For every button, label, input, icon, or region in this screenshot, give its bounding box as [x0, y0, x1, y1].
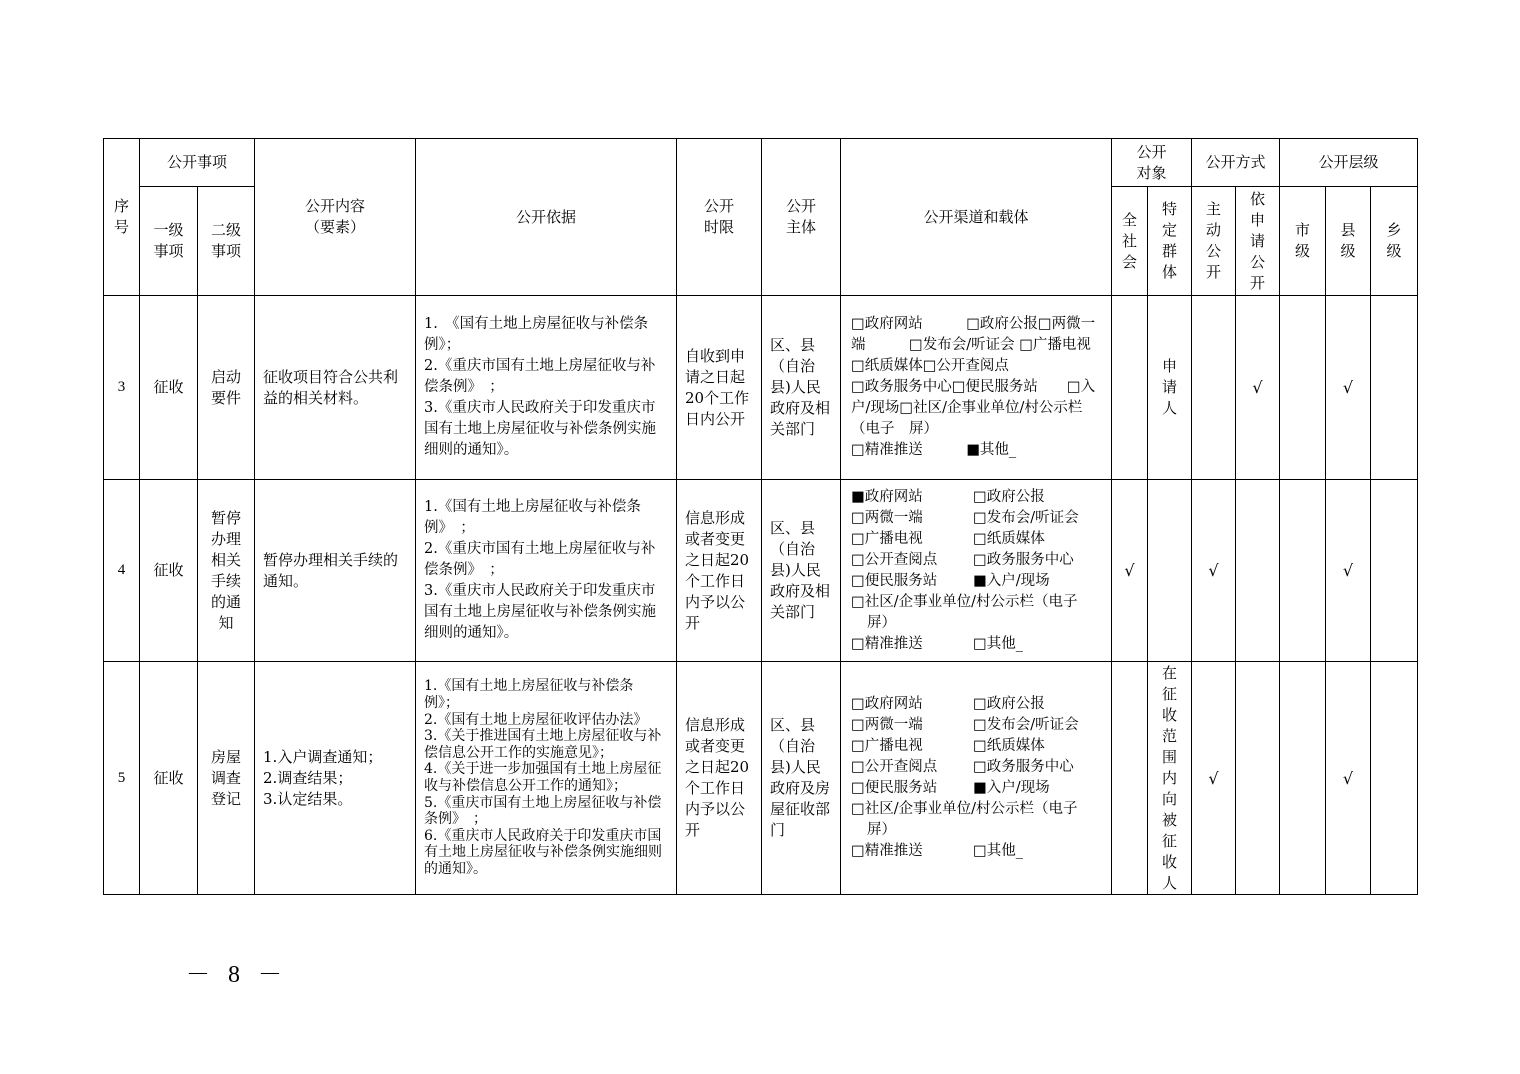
header-channels: 公开渠道和载体 [841, 139, 1112, 296]
row-basis: 1.《国有土地上房屋征收与补偿条例》 ； 2.《重庆市国有土地上房屋征收与补偿条例》 ； 3.《重庆市人民政府关于印发重庆市国有土地上房屋征收与补偿条例实施细则的通知》。 [416, 480, 677, 662]
header-method-active: 主动公开 [1192, 187, 1236, 296]
row-method-apply [1236, 662, 1280, 895]
row-time-limit: 自收到申请之日起20个工作日内公开 [677, 296, 762, 480]
table-row [104, 662, 1418, 895]
row-level1: 征收 [140, 296, 198, 480]
header-target-group: 公开对象 [1112, 139, 1192, 187]
row-method-active: √ [1192, 662, 1236, 895]
header-level-county: 县级 [1326, 187, 1371, 296]
header-basis: 公开依据 [416, 139, 677, 296]
header-level1: 一级事项 [140, 187, 198, 296]
header-target-all: 全社会 [1112, 187, 1148, 296]
row-basis: 1. 《国有土地上房屋征收与补偿条例》； 2.《重庆市国有土地上房屋征收与补偿条例》 ； 3.《重庆市人民政府关于印发重庆市国有土地上房屋征收与补偿条例实施细则的通知》。 [416, 296, 677, 480]
row-target-all [1112, 662, 1148, 895]
row-basis: 1.《国有土地上房屋征收与补偿条例》； 2.《国有土地上房屋征收评估办法》 3.《关于推进国有土地上房屋征收与补偿信息公开工作的实施意见》； 4.《关于进一步加强国有土地上房屋征收与补偿信息公开工作的通知》； 5.《重庆市国有土地上房屋征收与补偿条例》 ； 6.《重庆市人民政府关于印发重庆市国有土地上房屋征收与补偿条例实施细则的通知》。 [416, 662, 677, 895]
row-channels: ■政府网站 □政府公报 □两微一端 □发布会/听证会 □广播电视 □纸质媒体 □公开查阅点 □政务服务中心 □便民服务站 ■入户/现场 □社区/企事业单位/村公示栏（电子 屏） □精准推送 □其他_ [841, 480, 1112, 662]
row-subject: 区、县（自治县)人民政府及相关部门 [762, 480, 841, 662]
row-level2: 房屋调查登记 [198, 662, 255, 895]
row-seq: 3 [104, 296, 140, 480]
table-row [104, 480, 1418, 662]
page-number: － 8 － [186, 962, 288, 988]
table-row [104, 296, 1418, 480]
row-method-apply [1236, 480, 1280, 662]
row-content: 征收项目符合公共利益的相关材料。 [255, 296, 416, 480]
header-method-apply: 依申请公开 [1236, 187, 1280, 296]
row-target-specific: 申请人 [1148, 296, 1192, 480]
row-level-town [1371, 662, 1418, 895]
row-level-county: √ [1326, 480, 1371, 662]
header-level2: 二级事项 [198, 187, 255, 296]
header-content: 公开内容（要素） [255, 139, 416, 296]
row-target-all [1112, 296, 1148, 480]
row-level-county: √ [1326, 296, 1371, 480]
header-level-city: 市级 [1280, 187, 1326, 296]
row-target-specific [1148, 480, 1192, 662]
row-level1: 征收 [140, 662, 198, 895]
row-target-specific: 在征收范围内向被征收人 [1148, 662, 1192, 895]
disclosure-table [103, 138, 1418, 895]
row-target-all: √ [1112, 480, 1148, 662]
header-item-group: 公开事项 [140, 139, 255, 187]
row-level-town [1371, 296, 1418, 480]
header-target-specific: 特定群体 [1148, 187, 1192, 296]
row-channels: □政府网站 □政府公报 □两微一端 □发布会/听证会 □广播电视 □纸质媒体 □公开查阅点 □政务服务中心 □便民服务站 ■入户/现场 □社区/企事业单位/村公示栏（电子 屏） □精准推送 □其他_ [841, 662, 1112, 895]
header-row-1 [104, 139, 1418, 187]
header-seq: 序号 [104, 139, 140, 296]
header-method-group: 公开方式 [1192, 139, 1280, 187]
row-time-limit: 信息形成或者变更之日起20个工作日内予以公开 [677, 662, 762, 895]
header-time-limit: 公开时限 [677, 139, 762, 296]
row-level-town [1371, 480, 1418, 662]
header-level-group: 公开层级 [1280, 139, 1418, 187]
row-subject: 区、县（自治县)人民政府及相关部门 [762, 296, 841, 480]
row-time-limit: 信息形成或者变更之日起20个工作日内予以公开 [677, 480, 762, 662]
row-method-active [1192, 296, 1236, 480]
row-channels: □政府网站 □政府公报□两微一端 □发布会/听证会 □广播电视 □纸质媒体□公开查阅点 □政务服务中心□便民服务站 □入户/现场□社区/企事业单位/村公示栏（电子 屏） □精准推送 ■其他_ [841, 296, 1112, 480]
row-level-city [1280, 662, 1326, 895]
row-level-city [1280, 296, 1326, 480]
row-level-county: √ [1326, 662, 1371, 895]
header-level-town: 乡级 [1371, 187, 1418, 296]
row-method-active: √ [1192, 480, 1236, 662]
row-method-apply: √ [1236, 296, 1280, 480]
row-level-city [1280, 480, 1326, 662]
row-subject: 区、县（自治县)人民政府及房屋征收部门 [762, 662, 841, 895]
row-content: 暂停办理相关手续的通知。 [255, 480, 416, 662]
row-seq: 4 [104, 480, 140, 662]
row-level2: 启动要件 [198, 296, 255, 480]
row-seq: 5 [104, 662, 140, 895]
row-level1: 征收 [140, 480, 198, 662]
row-level2: 暂停办理相关手续的通知 [198, 480, 255, 662]
row-content: 1.入户调查通知； 2.调查结果； 3.认定结果。 [255, 662, 416, 895]
header-subject: 公开主体 [762, 139, 841, 296]
